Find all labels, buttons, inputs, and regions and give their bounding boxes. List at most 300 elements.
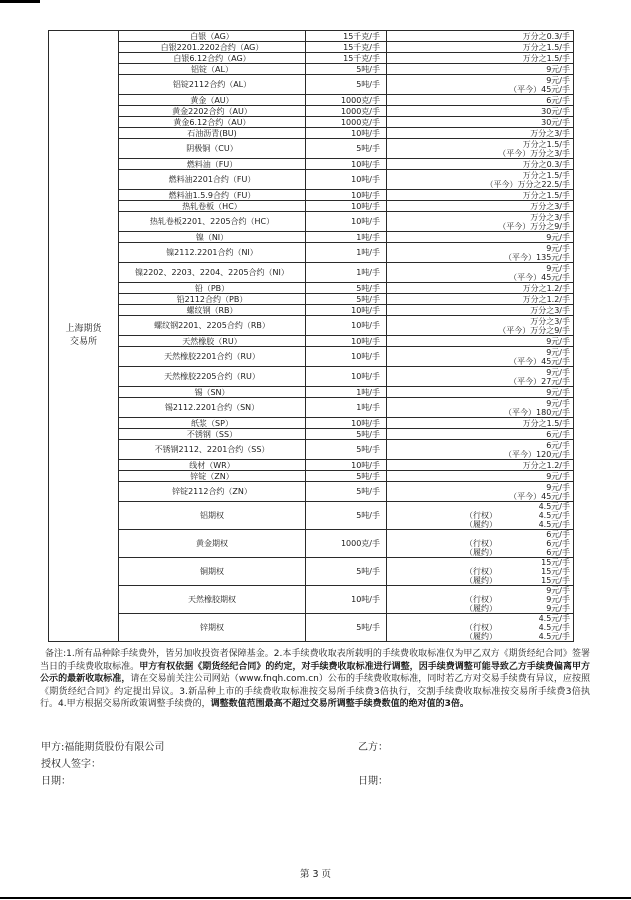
fee-value: 6元/手 [546, 440, 570, 450]
table-row [49, 460, 574, 471]
contract-name-cell: 热轧卷板（HC） [119, 201, 306, 212]
fee-value: 6元/手 [546, 429, 570, 439]
contract-unit-cell: 5吨/手 [306, 471, 387, 482]
fee-value: 6元/手 [546, 95, 570, 105]
party-b-label: 乙方： [358, 741, 388, 753]
fee-type-label: （履约） [465, 548, 497, 557]
fee-value: 9元/手 [546, 336, 570, 346]
fee-line [387, 107, 573, 116]
table-row [49, 159, 574, 170]
table-row [49, 398, 574, 418]
fee-line [387, 586, 573, 595]
fee-value: 9元/手 [546, 586, 570, 595]
fee-line [387, 233, 573, 242]
contract-name-cell: 铝期权 [119, 502, 306, 530]
table-row [49, 31, 574, 42]
contract-unit-cell: 15千克/手 [306, 31, 387, 42]
fee-cell [387, 190, 574, 201]
fee-value: 30元/手 [541, 117, 570, 127]
fee-line [387, 548, 573, 557]
fee-cell [387, 502, 574, 530]
fee-line [387, 492, 573, 501]
contract-unit-cell: 10吨/手 [306, 460, 387, 471]
contract-name-cell: 铅（PB） [119, 283, 306, 294]
fee-line [387, 441, 573, 450]
fee-line [387, 140, 573, 149]
contract-unit-cell: 5吨/手 [306, 64, 387, 75]
fee-value: （平今）45元/手 [509, 84, 570, 94]
contract-name-cell: 天然橡胶2201合约（RU） [119, 347, 306, 367]
fee-cell [387, 243, 574, 263]
fee-value: （平今）万分之22.5/手 [485, 179, 570, 189]
table-row [49, 502, 574, 530]
fee-value: （平今）27元/手 [509, 376, 570, 386]
fee-value: 30元/手 [541, 106, 570, 116]
contract-name-cell: 螺纹钢2201、2205合约（RB） [119, 316, 306, 336]
fee-value: （平今）180元/手 [504, 407, 570, 417]
fee-value: 15元/手 [541, 567, 570, 576]
contract-unit-cell: 5吨/手 [306, 614, 387, 642]
contract-name-cell: 铝锭（AL） [119, 64, 306, 75]
fee-value: 万分之1.5/手 [522, 170, 570, 180]
table-row [49, 243, 574, 263]
table-row [49, 128, 574, 139]
contract-unit-cell: 5吨/手 [306, 482, 387, 502]
fee-cell [387, 398, 574, 418]
contract-name-cell: 黄金期权 [119, 530, 306, 558]
contract-unit-cell: 10吨/手 [306, 305, 387, 316]
contract-unit-cell: 10吨/手 [306, 170, 387, 190]
table-row [49, 117, 574, 128]
fee-cell [387, 170, 574, 190]
fee-line [387, 85, 573, 94]
fee-value: 万分之1.2/手 [522, 294, 570, 304]
fee-value: 6元/手 [546, 539, 570, 548]
fee-value: （平今）120元/手 [504, 449, 570, 459]
party-a-label: 甲方:福能期货股份有限公司 [41, 741, 165, 753]
date-b-label: 日期： [358, 775, 388, 787]
fee-cell [387, 558, 574, 586]
fee-type-label: （履约） [465, 632, 497, 641]
fee-line [387, 614, 573, 623]
fee-type-label: （行权） [465, 623, 497, 632]
fee-value: 万分之1.5/手 [522, 42, 570, 52]
fee-type-label: （行权） [465, 539, 497, 548]
fee-value: 6元/手 [546, 548, 570, 557]
contract-name-cell: 不锈钢（SS） [119, 429, 306, 440]
fee-value: 15元/手 [541, 576, 570, 585]
fee-line [387, 604, 573, 613]
notes-segment: 调整数值范围最高不超过交易所调整手续费数值的绝对值的3倍。 [210, 699, 469, 709]
fee-value: （平今）万分之3/手 [498, 148, 570, 158]
fee-value: 9元/手 [546, 367, 570, 377]
contract-unit-cell: 5吨/手 [306, 502, 387, 530]
table-row [49, 106, 574, 117]
fee-line [387, 264, 573, 273]
fee-line [387, 408, 573, 417]
fee-line [387, 244, 573, 253]
fee-line [387, 388, 573, 397]
notes-paragraph [40, 648, 590, 711]
fee-type-label: （履约） [465, 520, 497, 529]
fee-value: 万分之3/手 [530, 128, 570, 138]
table-row [49, 53, 574, 64]
contract-unit-cell: 10吨/手 [306, 347, 387, 367]
contract-name-cell: 锡2112.2201合约（SN） [119, 398, 306, 418]
fee-value: 4.5元/手 [538, 502, 570, 511]
fee-value: 万分之3/手 [530, 212, 570, 222]
contract-name-cell: 白银2201.2202合约（AG） [119, 42, 306, 53]
fee-line [387, 306, 573, 315]
contract-unit-cell: 1吨/手 [306, 387, 387, 398]
fee-cell [387, 440, 574, 460]
fee-cell [387, 336, 574, 347]
fee-line [387, 253, 573, 262]
contract-name-cell: 黄金（AU） [119, 95, 306, 106]
fee-line [387, 222, 573, 231]
contract-name-cell: 天然橡胶期权 [119, 586, 306, 614]
fee-cell [387, 460, 574, 471]
fee-value: （平今）万分之9/手 [498, 221, 570, 231]
fee-line [387, 377, 573, 386]
contract-unit-cell: 15千克/手 [306, 53, 387, 64]
fee-cell [387, 347, 574, 367]
fee-line [387, 530, 573, 539]
contract-unit-cell: 10吨/手 [306, 316, 387, 336]
fee-cell [387, 117, 574, 128]
contract-name-cell: 纸浆（SP） [119, 418, 306, 429]
fee-value: 4.5元/手 [538, 632, 570, 641]
table-row [49, 190, 574, 201]
fee-cell [387, 106, 574, 117]
fee-line [387, 419, 573, 428]
table-row [49, 387, 574, 398]
table-row [49, 95, 574, 106]
fee-line [387, 576, 573, 585]
fee-line [387, 273, 573, 282]
fee-line [387, 472, 573, 481]
fee-type-label: （行权） [465, 511, 497, 520]
scan-artifact-top-bar [0, 0, 40, 3]
fee-value: 6元/手 [546, 530, 570, 539]
contract-name-cell: 石油沥青(BU) [119, 128, 306, 139]
contract-name-cell: 镍2112.2201合约（NI） [119, 243, 306, 263]
contract-name-cell: 黄金6.12合约（AU） [119, 117, 306, 128]
contract-unit-cell: 10吨/手 [306, 367, 387, 387]
fee-type-label: （行权） [465, 595, 497, 604]
contract-name-cell: 铅2112合约（PB） [119, 294, 306, 305]
table-row [49, 316, 574, 336]
table-row [49, 305, 574, 316]
contract-unit-cell: 1000克/手 [306, 117, 387, 128]
fee-line [387, 511, 573, 520]
table-row [49, 530, 574, 558]
fee-line [387, 284, 573, 293]
contract-unit-cell: 5吨/手 [306, 294, 387, 305]
fee-line [387, 450, 573, 459]
fee-line [387, 348, 573, 357]
contract-name-cell: 锌锭2112合约（ZN） [119, 482, 306, 502]
page-number: 第 3 页 [299, 869, 332, 880]
fee-value: 4.5元/手 [538, 511, 570, 520]
fee-line [387, 213, 573, 222]
notes-segment: 甲方有权依据《期货经纪合同》的约定，对手续费收取标准进行调整，因手续费调整可能导致乙方手续费偏离甲方公示的最新收取标准， [40, 661, 590, 684]
fee-line [387, 317, 573, 326]
fee-line [387, 430, 573, 439]
notes-segment: 备注:1.所有品种除手续费外，皆另加收投资者保障基金。2.本手续费收取表所载明的手续费收取标准仅为甲乙双方《期货经纪合同》签署当日的手续费收取标准。 [40, 649, 590, 672]
fee-line [387, 149, 573, 158]
contract-unit-cell: 1000克/手 [306, 530, 387, 558]
fee-cell [387, 367, 574, 387]
fee-line [387, 357, 573, 366]
contract-unit-cell: 10吨/手 [306, 159, 387, 170]
fee-line [387, 160, 573, 169]
table-row [49, 482, 574, 502]
fee-value: 万分之1.5/手 [522, 139, 570, 149]
fee-cell [387, 139, 574, 159]
table-row [49, 42, 574, 53]
fee-line [387, 202, 573, 211]
contract-unit-cell: 1吨/手 [306, 398, 387, 418]
table-row [49, 614, 574, 642]
table-row [49, 283, 574, 294]
contract-name-cell: 热轧卷板2201、2205合约（HC） [119, 212, 306, 232]
fee-cell [387, 42, 574, 53]
contract-name-cell: 燃料油2201合约（FU） [119, 170, 306, 190]
contract-unit-cell: 1吨/手 [306, 243, 387, 263]
date-row [41, 775, 631, 792]
fee-line [387, 191, 573, 200]
contract-unit-cell: 10吨/手 [306, 586, 387, 614]
table-row [49, 139, 574, 159]
contract-name-cell: 线材（WR） [119, 460, 306, 471]
fee-cell [387, 305, 574, 316]
fee-line [387, 595, 573, 604]
fee-cell [387, 418, 574, 429]
fee-value: 万分之1.5/手 [522, 53, 570, 63]
fee-cell [387, 263, 574, 283]
fee-line [387, 337, 573, 346]
fee-value: 万分之1.5/手 [522, 418, 570, 428]
table-row [49, 294, 574, 305]
fee-value: 9元/手 [546, 243, 570, 253]
fee-value: 4.5元/手 [538, 623, 570, 632]
signature-block [41, 741, 631, 797]
fee-value: （平今）135元/手 [504, 252, 570, 262]
fee-value: 9元/手 [546, 347, 570, 357]
table-row [49, 336, 574, 347]
fee-cell [387, 201, 574, 212]
contract-name-cell: 天然橡胶2205合约（RU） [119, 367, 306, 387]
exchange-name-cell: 上海期货 交易所 [49, 31, 119, 642]
contract-unit-cell: 1吨/手 [306, 232, 387, 243]
fee-value: 9元/手 [546, 482, 570, 492]
fee-value: 9元/手 [546, 232, 570, 242]
table-row [49, 75, 574, 95]
fee-value: 9元/手 [546, 471, 570, 481]
fee-line [387, 567, 573, 576]
fee-line [387, 632, 573, 641]
fee-cell [387, 471, 574, 482]
contract-name-cell: 阴极铜（CU） [119, 139, 306, 159]
table-row [49, 170, 574, 190]
fee-cell [387, 294, 574, 305]
fee-value: 4.5元/手 [538, 614, 570, 623]
contract-name-cell: 铝锭2112合约（AL） [119, 75, 306, 95]
contract-unit-cell: 1吨/手 [306, 263, 387, 283]
contract-unit-cell: 10吨/手 [306, 190, 387, 201]
fee-cell [387, 75, 574, 95]
scan-artifact-bottom-line [0, 897, 631, 899]
fee-cell [387, 316, 574, 336]
fee-line [387, 76, 573, 85]
fee-line [387, 54, 573, 63]
fee-value: 万分之1.2/手 [522, 460, 570, 470]
contract-unit-cell: 1000克/手 [306, 106, 387, 117]
contract-name-cell: 镍（NI） [119, 232, 306, 243]
fee-value: （平今）万分之9/手 [498, 325, 570, 335]
fee-line [387, 32, 573, 41]
table-row [49, 440, 574, 460]
fee-cell [387, 159, 574, 170]
fee-value: 4.5元/手 [538, 520, 570, 529]
party-row [41, 741, 631, 758]
fee-line [387, 520, 573, 529]
contract-name-cell: 镍2202、2203、2204、2205合约（NI） [119, 263, 306, 283]
contract-unit-cell: 10吨/手 [306, 418, 387, 429]
table-row [49, 471, 574, 482]
fee-line [387, 295, 573, 304]
fee-value: 9元/手 [546, 387, 570, 397]
table-row [49, 232, 574, 243]
table-row [49, 64, 574, 75]
fee-line [387, 65, 573, 74]
fee-line [387, 539, 573, 548]
contract-name-cell: 不锈钢2112、2201合约（SS） [119, 440, 306, 460]
contract-unit-cell: 5吨/手 [306, 139, 387, 159]
contract-unit-cell: 10吨/手 [306, 201, 387, 212]
fee-cell [387, 53, 574, 64]
fee-line [387, 558, 573, 567]
fee-line [387, 118, 573, 127]
fee-value: 9元/手 [546, 398, 570, 408]
fee-line [387, 483, 573, 492]
fee-cell [387, 482, 574, 502]
table-row [49, 586, 574, 614]
fee-line [387, 43, 573, 52]
fee-cell [387, 530, 574, 558]
fee-value: 万分之3/手 [530, 201, 570, 211]
contract-unit-cell: 5吨/手 [306, 283, 387, 294]
fee-line [387, 623, 573, 632]
fee-cell [387, 232, 574, 243]
contract-unit-cell: 5吨/手 [306, 75, 387, 95]
notes-segment: 请在交易前关注公司网站（www.fnqh.com.cn）公布的手续费收取标准，同时若乙方对交易手续费有异议，应按照《期货经纪合同》约定提出异议。3.新品种上市的手续费收取标准按交易所手续费3倍执行，交割手续费收取标准按交易所手续费3倍执行。4.甲方根据交易所政策调整手续费的， [40, 674, 590, 709]
contract-unit-cell: 1000克/手 [306, 95, 387, 106]
fee-cell [387, 586, 574, 614]
fee-type-label: （履约） [465, 576, 497, 585]
fee-value: （平今）45元/手 [509, 356, 570, 366]
fee-line [387, 368, 573, 377]
fee-value: 万分之1.5/手 [522, 190, 570, 200]
contract-unit-cell: 5吨/手 [306, 558, 387, 586]
table-row [49, 418, 574, 429]
date-a-label: 日期： [41, 775, 71, 787]
contract-unit-cell: 10吨/手 [306, 336, 387, 347]
fee-value: 9元/手 [546, 75, 570, 85]
table-row [49, 347, 574, 367]
contract-name-cell: 锌锭（ZN） [119, 471, 306, 482]
fee-value: 9元/手 [546, 263, 570, 273]
fee-line [387, 399, 573, 408]
fee-value: 万分之0.3/手 [522, 31, 570, 41]
fee-cell [387, 95, 574, 106]
fee-cell [387, 128, 574, 139]
fee-cell [387, 387, 574, 398]
fee-value: 万分之1.2/手 [522, 283, 570, 293]
fee-type-label: （行权） [465, 567, 497, 576]
table-row [49, 429, 574, 440]
contract-name-cell: 白银6.12合约（AG） [119, 53, 306, 64]
contract-unit-cell: 5吨/手 [306, 429, 387, 440]
fee-line [387, 129, 573, 138]
contract-unit-cell: 5吨/手 [306, 440, 387, 460]
table-row [49, 212, 574, 232]
fee-line [387, 171, 573, 180]
table-row [49, 558, 574, 586]
fee-cell [387, 212, 574, 232]
contract-name-cell: 锌期权 [119, 614, 306, 642]
fee-value: 万分之0.3/手 [522, 159, 570, 169]
contract-unit-cell: 15千克/手 [306, 42, 387, 53]
contract-name-cell: 燃料油（FU） [119, 159, 306, 170]
table-row [49, 367, 574, 387]
fee-value: 万分之3/手 [530, 316, 570, 326]
fee-type-label: （履约） [465, 604, 497, 613]
contract-name-cell: 天然橡胶（RU） [119, 336, 306, 347]
fee-value: 9元/手 [546, 595, 570, 604]
contract-name-cell: 白银（AG） [119, 31, 306, 42]
fee-line [387, 180, 573, 189]
fee-line [387, 96, 573, 105]
fee-cell [387, 429, 574, 440]
contract-name-cell: 黄金2202合约（AU） [119, 106, 306, 117]
fee-cell [387, 614, 574, 642]
fee-cell [387, 64, 574, 75]
fee-cell [387, 31, 574, 42]
fee-value: （平今）45元/手 [509, 272, 570, 282]
contract-name-cell: 铜期权 [119, 558, 306, 586]
contract-name-cell: 锡（SN） [119, 387, 306, 398]
fee-line [387, 461, 573, 470]
fee-line [387, 326, 573, 335]
fee-value: （平今）45元/手 [509, 491, 570, 501]
contract-name-cell: 螺纹钢（RB） [119, 305, 306, 316]
contract-unit-cell: 10吨/手 [306, 212, 387, 232]
table-row [49, 201, 574, 212]
signer-row [41, 758, 631, 775]
authorized-signer-label: 授权人签字： [41, 758, 101, 770]
contract-unit-cell: 10吨/手 [306, 128, 387, 139]
fee-line [387, 502, 573, 511]
fee-value: 9元/手 [546, 64, 570, 74]
fee-value: 9元/手 [546, 604, 570, 613]
fee-cell [387, 283, 574, 294]
table-row [49, 263, 574, 283]
contract-name-cell: 燃料油1.5.9合约（FU） [119, 190, 306, 201]
fee-table [48, 30, 574, 642]
fee-value: 15元/手 [541, 558, 570, 567]
